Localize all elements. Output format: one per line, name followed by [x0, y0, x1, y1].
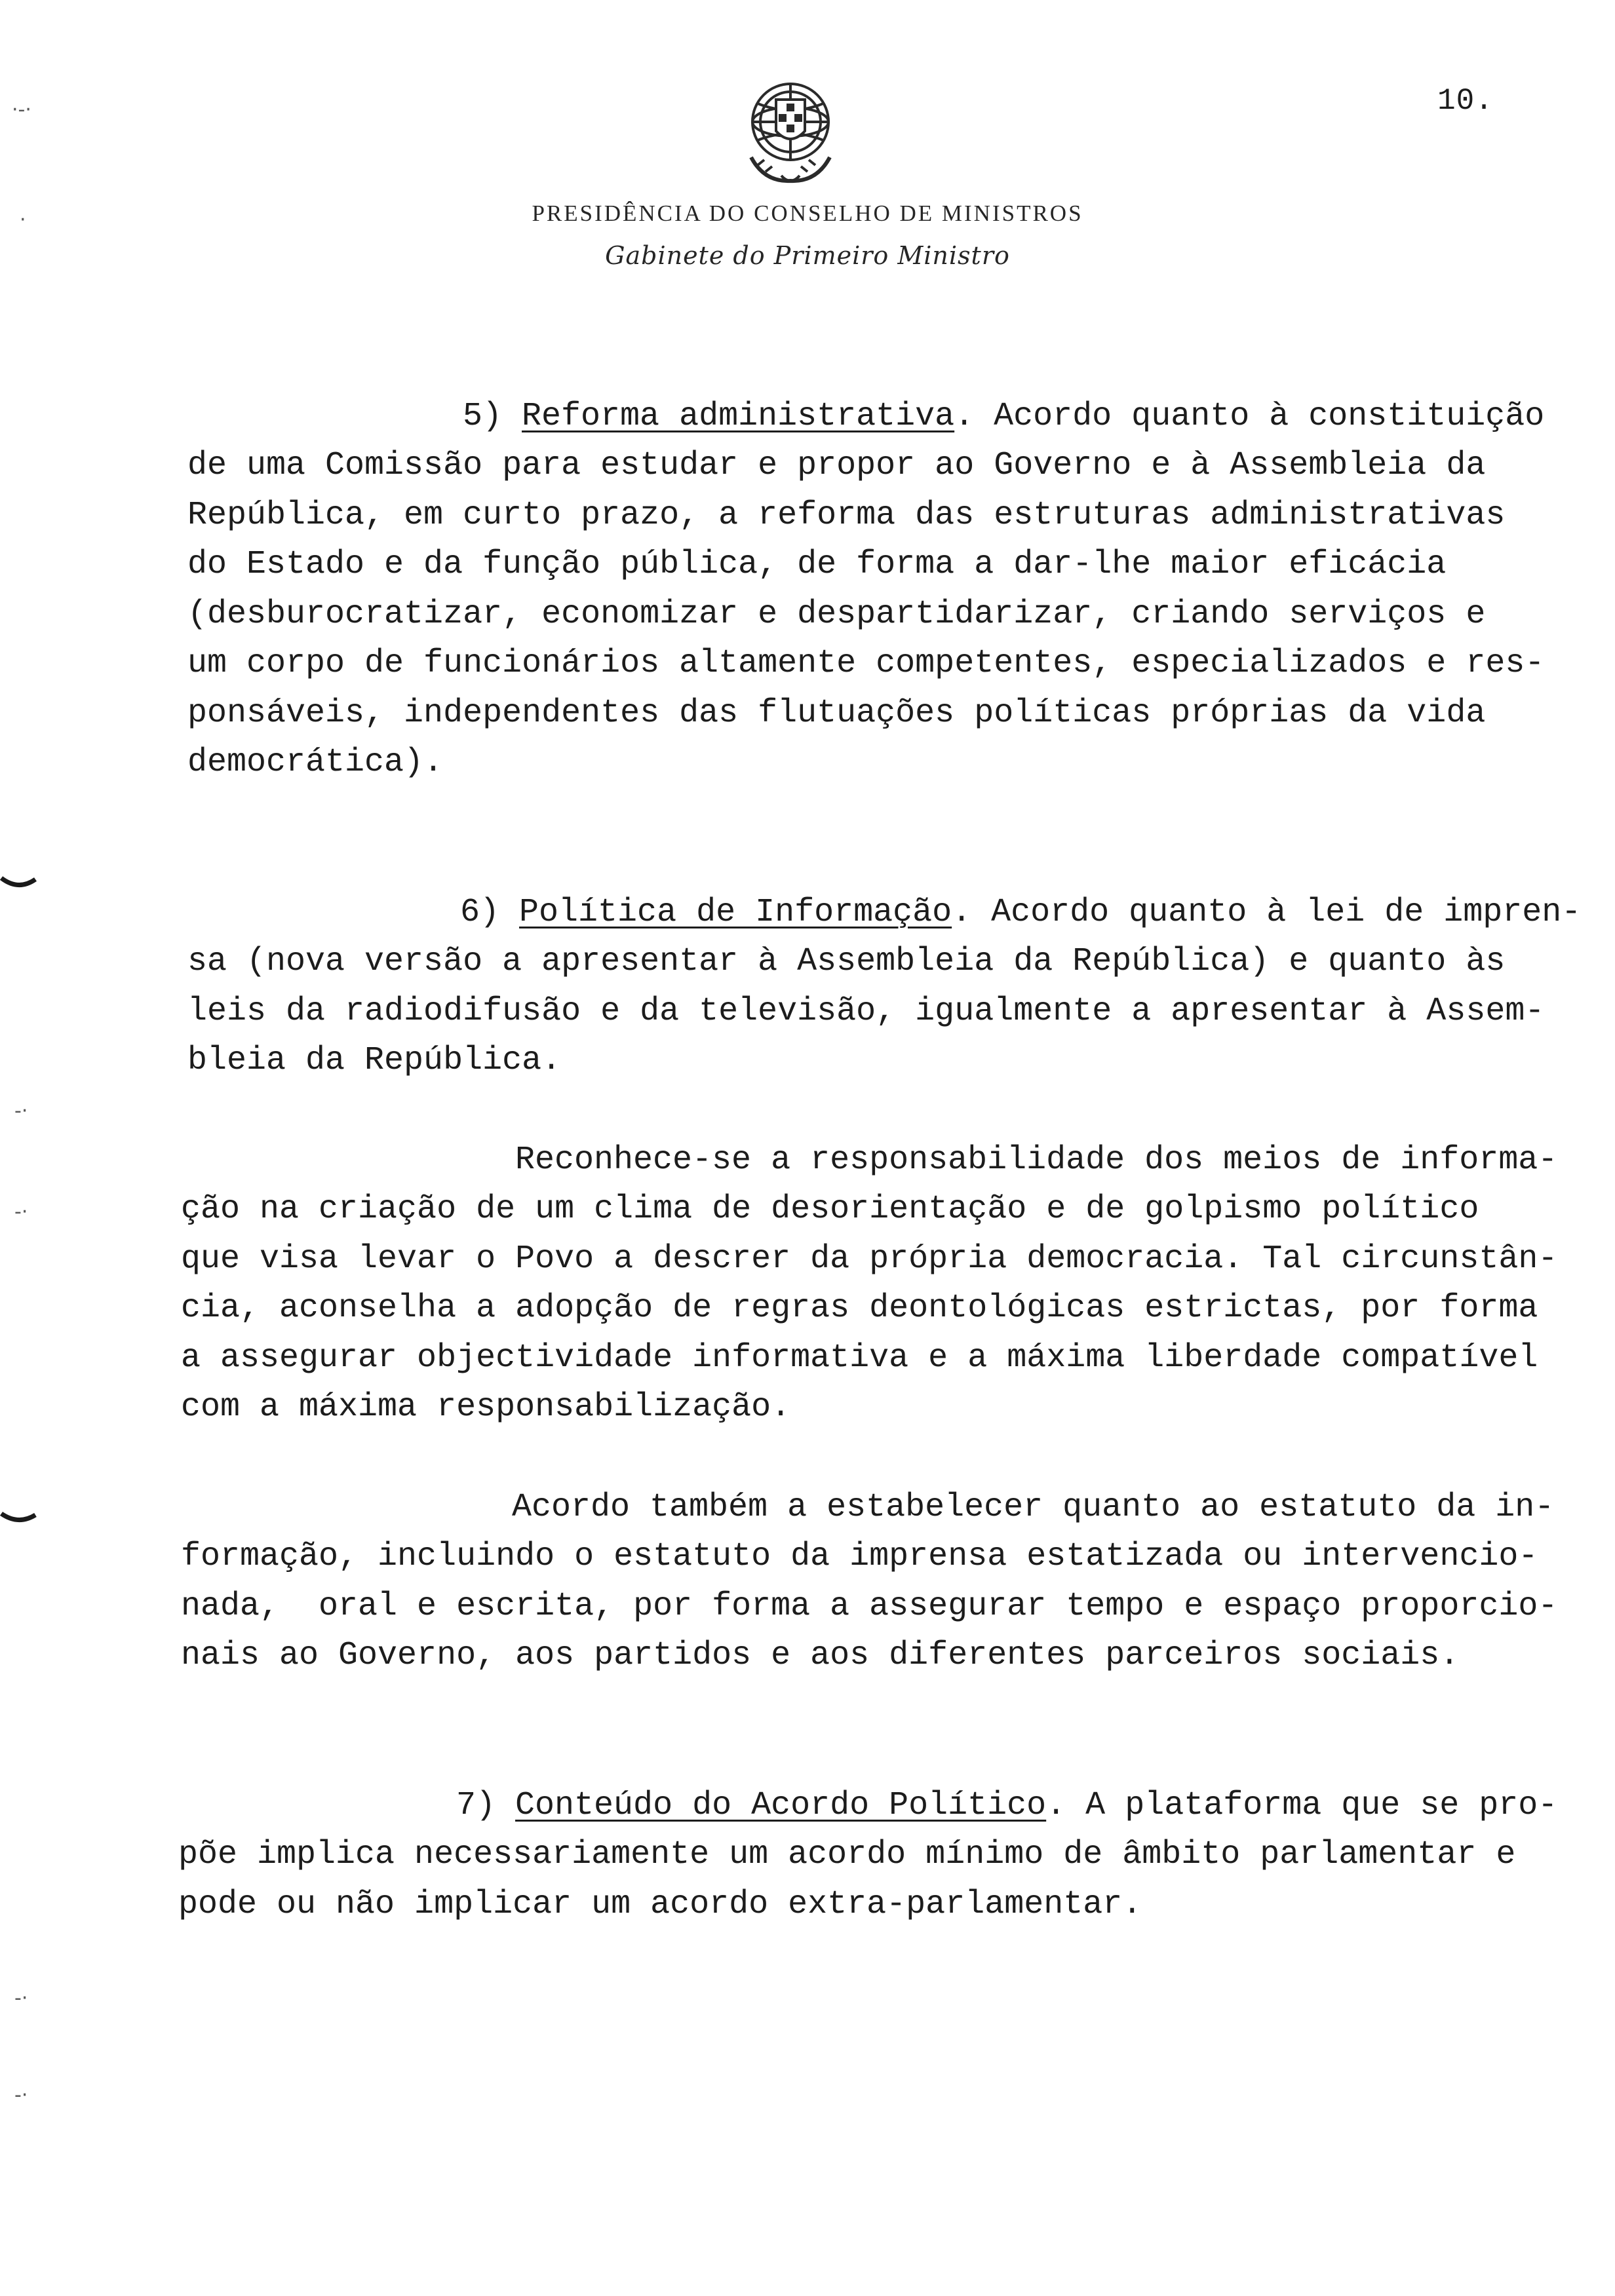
section-7-number: 7) — [456, 1787, 496, 1824]
section-5-line: democrática). — [187, 744, 444, 781]
acordo-line: Acordo também a estabelecer quanto ao estatuto da in- — [512, 1489, 1555, 1526]
margin-mark: -· — [14, 1987, 28, 2010]
section-5-number: 5) — [463, 398, 503, 435]
margin-mark: ·-· — [12, 98, 31, 121]
section-5-line: de uma Comissão para estudar e propor ao Governo e à Assembleia da — [187, 447, 1486, 484]
reconhece-line: que visa levar o Povo a descrer da própria democracia. Tal circunstân- — [181, 1240, 1558, 1278]
section-6-heading-line — [187, 888, 1581, 937]
section-5-heading-line — [187, 392, 1544, 441]
section-7-line: . A plataforma que se pro- — [1046, 1787, 1558, 1824]
section-6-line: bleia da República. — [187, 1042, 562, 1079]
binding-mark — [0, 1507, 39, 1533]
section-5-line: do Estado e da função pública, de forma a dar-lhe maior eficácia — [187, 546, 1447, 583]
section-7-line: pode ou não implicar um acordo extra-parlamentar. — [178, 1886, 1142, 1923]
reconhece-line: ção na criação de um clima de desorientação e de golpismo político — [181, 1191, 1479, 1228]
section-5-line: . Acordo quanto à constituição — [954, 398, 1545, 435]
reconhece-line: cia, aconselha a adopção de regras deontológicas estrictas, por forma — [181, 1290, 1538, 1327]
binding-mark — [0, 871, 39, 898]
section-6-title: Política de Informação — [519, 894, 952, 931]
section-7-line: põe implica necessariamente um acordo mínimo de âmbito parlamentar e — [178, 1836, 1516, 1873]
section-7-heading-line — [181, 1781, 1557, 1830]
section-5-title: Reforma administrativa — [522, 398, 955, 435]
section-5-line: (desburocratizar, economizar e despartidarizar, criando serviços e — [187, 596, 1486, 633]
margin-mark: -· — [14, 2084, 28, 2107]
section-6-line: sa (nova versão a apresentar à Assembleia da República) e quanto às — [187, 943, 1506, 980]
margin-mark: -· — [14, 1200, 28, 1223]
section-5-line: ponsáveis, independentes das flutuações políticas próprias da vida — [187, 695, 1486, 732]
acordo-line: formação, incluindo o estatuto da imprensa estatizada ou intervencio- — [181, 1538, 1538, 1575]
reconhece-line: com a máxima responsabilização. — [181, 1388, 791, 1426]
section-5-line: um corpo de funcionários altamente competentes, especializados e res- — [187, 645, 1545, 682]
office-name: Gabinete do Primeiro Ministro — [605, 241, 1010, 270]
acordo-line: nada, oral e escrita, por forma a assegurar tempo e espaço proporcio- — [181, 1588, 1558, 1625]
reconhece-line: Reconhece-se a responsabilidade dos meios de informa- — [515, 1141, 1558, 1179]
acordo-line: nais ao Governo, aos partidos e aos diferentes parceiros sociais. — [181, 1637, 1460, 1674]
coat-of-arms-icon — [738, 71, 843, 189]
section-6-line: leis da radiodifusão e da televisão, igualmente a apresentar à Assem- — [187, 993, 1545, 1030]
section-6-number: 6) — [460, 894, 500, 931]
section-6-line: . Acordo quanto à lei de impren- — [952, 894, 1582, 931]
institution-name: PRESIDÊNCIA DO CONSELHO DE MINISTROS — [532, 201, 1083, 226]
margin-mark: · — [20, 208, 26, 231]
page-number: 10. — [1437, 84, 1494, 118]
margin-mark: -· — [14, 1100, 28, 1122]
section-7-title: Conteúdo do Acordo Político — [515, 1787, 1047, 1824]
reconhece-line: a assegurar objectividade informativa e a máxima liberdade compatível — [181, 1339, 1538, 1377]
section-5-line: República, em curto prazo, a reforma das estruturas administrativas — [187, 497, 1506, 534]
